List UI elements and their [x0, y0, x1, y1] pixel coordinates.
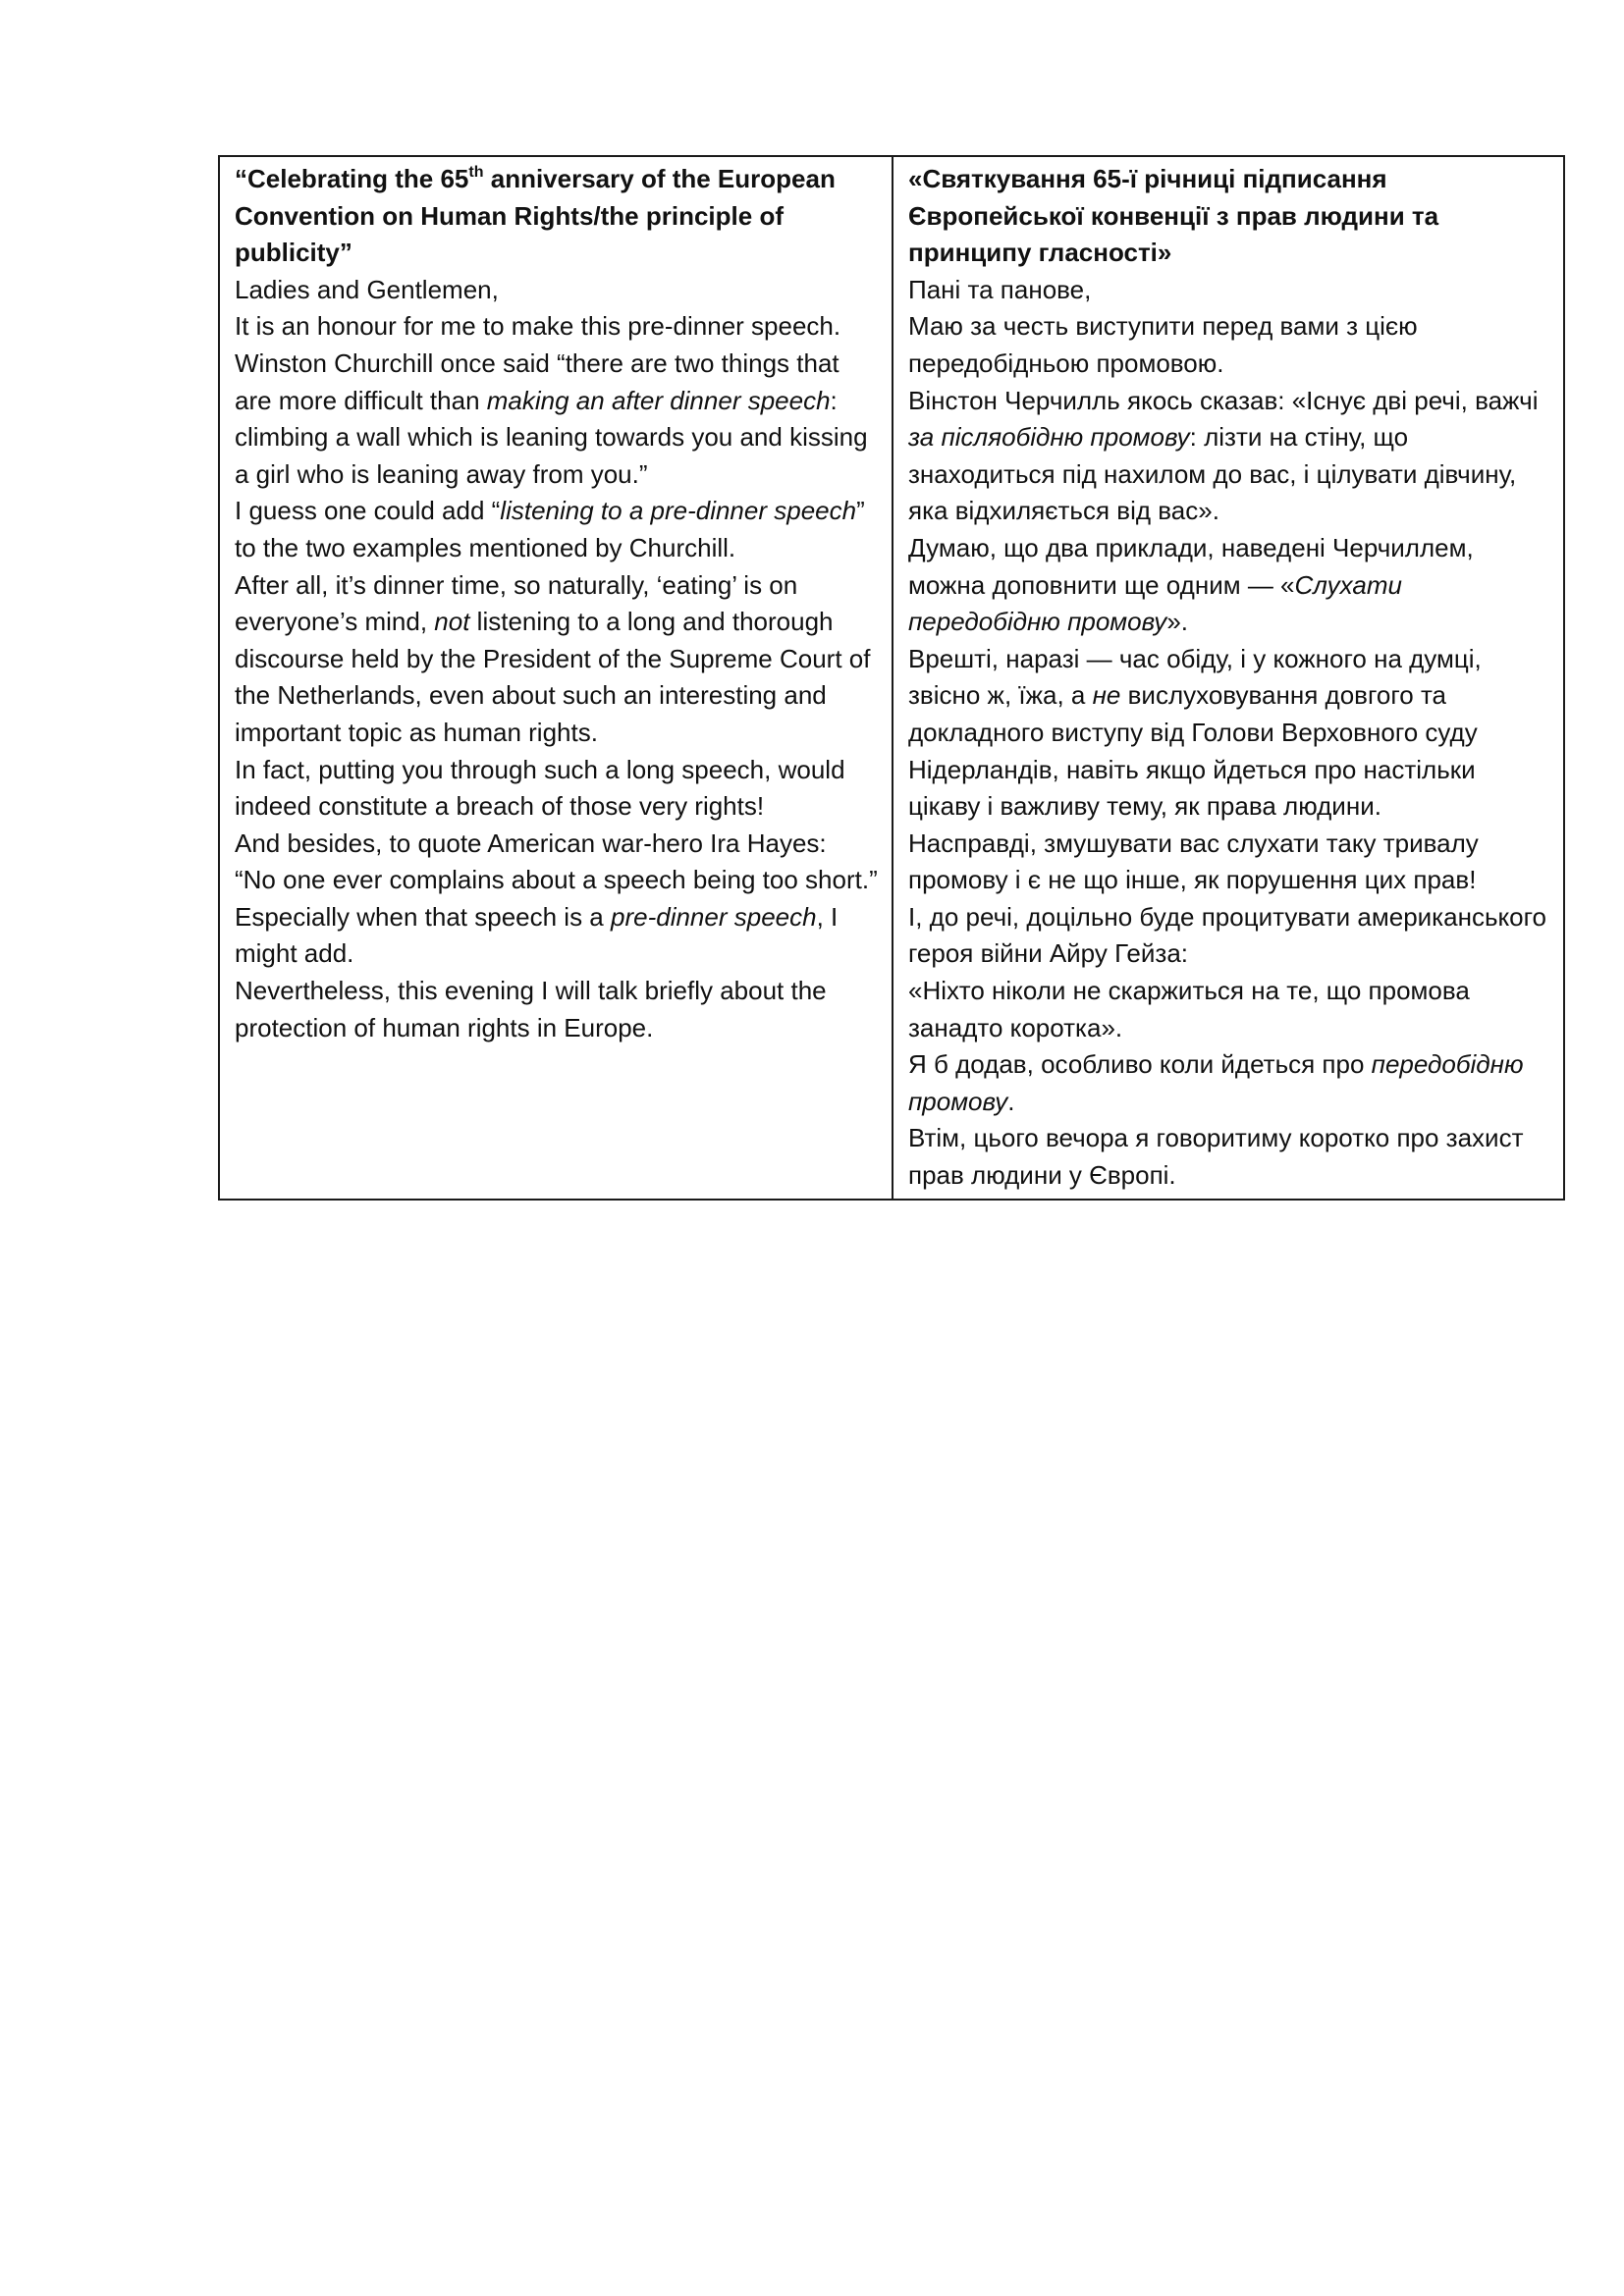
paragraph	[235, 752, 878, 826]
paragraph-text: listening to a long and thorough discourse held by the President of the Supreme Court of the Netherlands, even about such an interesting and important topic as human rights.	[235, 607, 871, 747]
paragraph-text: Думаю, що два приклади, наведені Черчиллем, можна доповнити ще одним — «	[908, 532, 1474, 600]
paragraph-text: передобідню промову	[908, 1049, 1524, 1116]
english-title-part: anniversary of the European Convention on Human Rights/the principle of publicity”	[235, 164, 836, 268]
paragraph-text: за післяобідню промову	[908, 422, 1190, 453]
paragraph-text: Втім, цього вечора я говоритиму коротко про захист прав людини у Європі.	[908, 1123, 1524, 1191]
paragraph-text: не	[1092, 680, 1121, 711]
english-column	[219, 156, 893, 1200]
paragraph	[908, 308, 1549, 382]
paragraph	[908, 1046, 1549, 1120]
paragraph-text: Маю за честь виступити перед вами з цією передобідньою промовою.	[908, 311, 1418, 378]
paragraph	[908, 272, 1549, 309]
paragraph-text: Я б додав, особливо коли йдеться про	[908, 1049, 1372, 1080]
paragraph-text: listening to a pre-dinner speech	[500, 496, 857, 526]
paragraph	[235, 567, 878, 752]
paragraph	[235, 862, 878, 899]
english-title-superscript: th	[468, 164, 484, 181]
paragraph-text: Winston Churchill once said “there are two things that are more difficult than	[235, 347, 839, 415]
paragraph	[908, 973, 1549, 1046]
paragraph	[235, 899, 878, 973]
paragraph-text: ” to the two examples mentioned by Churchill.	[235, 496, 865, 562]
paragraph-text: : climbing a wall which is leaning towards you and kissing a girl who is leaning away from you.”	[235, 385, 868, 489]
english-paragraphs	[235, 272, 878, 1046]
paragraph-text: In fact, putting you through such a long speech, would indeed constitute a breach of those very rights!	[235, 754, 845, 822]
paragraph	[908, 383, 1549, 530]
ukrainian-column	[893, 156, 1564, 1200]
paragraph	[235, 272, 878, 309]
paragraph-text: : лізти на стіну, що знаходиться під нахилом до вас, і цілувати дівчину, яка відхиляється від вас».	[908, 422, 1517, 526]
paragraph-text: Especially when that speech is a	[235, 901, 611, 932]
paragraph-text: Вінстон Черчилль якось сказав: «Існує дві речі, важчі	[908, 385, 1539, 415]
paragraph-text: , I might add.	[235, 901, 839, 969]
paragraph	[235, 346, 878, 493]
paragraph	[235, 973, 878, 1046]
paragraph	[908, 826, 1549, 899]
paragraph	[908, 1120, 1549, 1194]
translation-table	[218, 155, 1565, 1201]
paragraph	[908, 899, 1549, 973]
paragraph-text: “No one ever complains about a speech being too short.”	[235, 865, 878, 895]
paragraph-text: not	[434, 607, 470, 637]
paragraph-text: .	[1007, 1086, 1015, 1116]
english-title-part: “Celebrating the 65	[235, 164, 469, 193]
english-title	[235, 161, 878, 272]
paragraph-text: Nevertheless, this evening I will talk briefly about the protection of human rights in Europe.	[235, 976, 827, 1042]
paragraph-text: pre-dinner speech	[611, 901, 817, 932]
paragraph-text: Слухати передобідню промову	[908, 569, 1402, 637]
paragraph-text: І, до речі, доцільно буде процитувати американського героя війни Айру Гейза:	[908, 901, 1546, 969]
paragraph	[235, 826, 878, 863]
paragraph-text: «Ніхто ніколи не скаржиться на те, що промова занадто коротка».	[908, 976, 1470, 1042]
paragraph	[235, 493, 878, 566]
paragraph-text: It is an honour for me to make this pre-dinner speech.	[235, 311, 841, 342]
paragraph	[908, 530, 1549, 641]
ukrainian-paragraphs	[908, 272, 1549, 1195]
paragraph-text: Ladies and Gentlemen,	[235, 274, 499, 304]
paragraph-text: Пані та панове,	[908, 274, 1092, 304]
paragraph-text: Врешті, наразі — час обіду, і у кожного на думці, звісно ж, їжа, а	[908, 643, 1482, 711]
paragraph-text: вислуховування довгого та докладного виступу від Голови Верховного суду Нідерландів, навіть якщо йдеться про настільки цікаву і важливу тему, як права людини.	[908, 680, 1478, 822]
paragraph-text: making an after dinner speech	[486, 385, 831, 415]
ukrainian-title: «Святкування 65-ї річниці підписання Європейської конвенції з прав людини та принципу гласності»	[908, 164, 1439, 268]
paragraph	[908, 641, 1549, 826]
table-row	[219, 156, 1564, 1200]
paragraph-text: Насправді, змушувати вас слухати таку тривалу промову і є не що інше, як порушення цих прав!	[908, 828, 1479, 895]
paragraph-text: ».	[1166, 607, 1188, 637]
paragraph-text: I guess one could add “	[235, 496, 501, 526]
paragraph-text: After all, it’s dinner time, so naturally, ‘eating’ is on everyone’s mind,	[235, 569, 798, 637]
paragraph-text: And besides, to quote American war-hero Ira Hayes:	[235, 828, 827, 858]
paragraph	[235, 308, 878, 346]
